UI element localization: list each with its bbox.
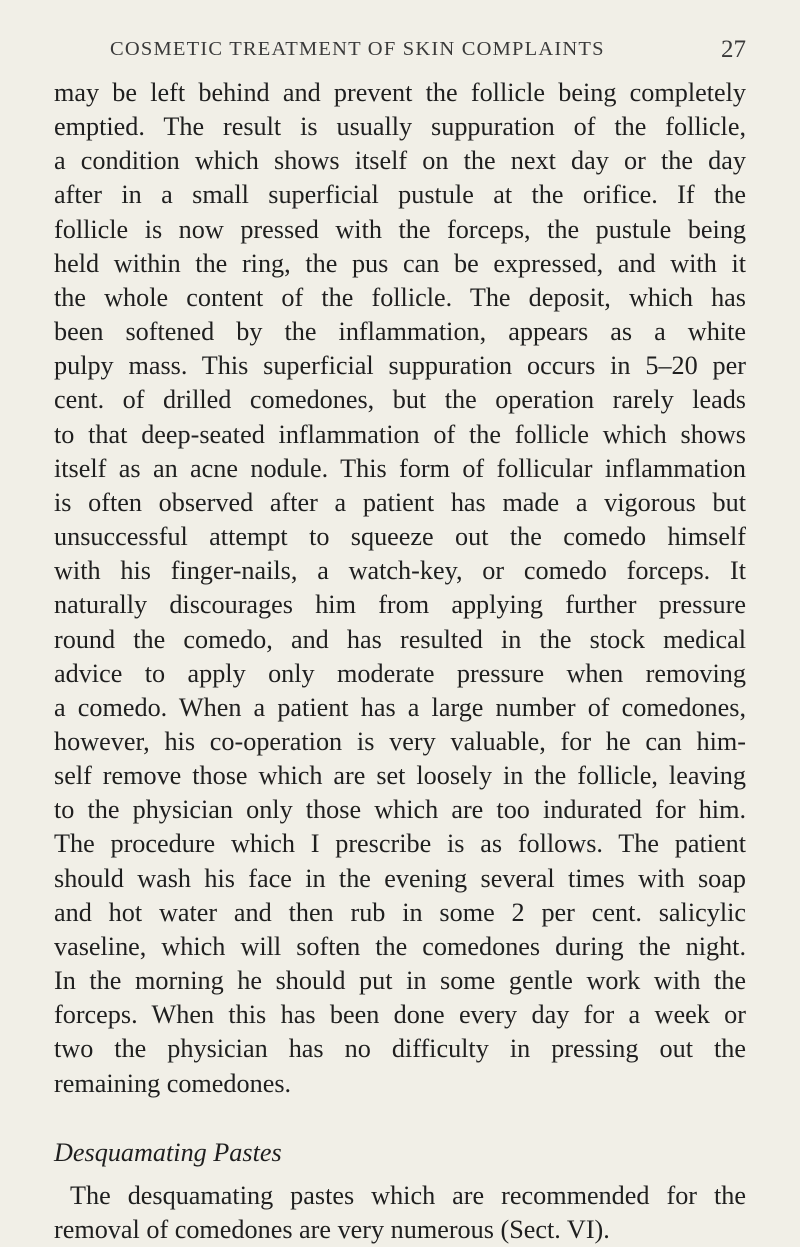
main-paragraph [54,76,746,1101]
text-line: and hot water and then rub in some 2 per cent. salicylic [54,897,746,927]
text-line: advice to apply only moderate pressure when removing [54,658,746,688]
section-paragraph [54,1179,746,1247]
running-head [54,38,746,76]
text-line: with his finger-nails, a watch-key, or comedo forceps. It [54,556,746,586]
text-line: to the physician only those which are too indurated for him. [54,795,746,825]
text-line: been softened by the inflammation, appears as a white [54,317,746,347]
text-line: In the morning he should put in some gentle work with the [54,966,746,996]
text-line: held within the ring, the pus can be expressed, and with it [54,248,746,278]
section-heading: Desquamating Pastes [54,1137,282,1167]
text-line: remaining comedones. [54,1068,292,1098]
text-line: unsuccessful attempt to squeeze out the comedo himself [54,522,746,552]
running-head-title: COSMETIC TREATMENT OF SKIN COMPLAINTS [110,38,605,60]
page-number: 27 [721,36,746,63]
text-line: vaseline, which will soften the comedones during the night. [54,931,746,961]
text-line: pulpy mass. This superficial suppuration occurs in 5–20 per [54,351,746,381]
text-line: The procedure which I prescribe is as follows. The patient [54,829,746,859]
text-line: cent. of drilled comedones, but the operation rarely leads [54,385,746,415]
text-line: two the physician has no difficulty in pressing out the [54,1034,746,1064]
text-line: follicle is now pressed with the forceps, the pustule being [54,214,746,244]
text-line: The desquamating pastes which are recommended for the [70,1180,746,1210]
text-line: however, his co-operation is very valuable, for he can him- [54,726,746,756]
text-line: self remove those which are set loosely in the follicle, leaving [54,761,746,791]
text-line: should wash his face in the evening several times with soap [54,863,746,893]
text-line: removal of comedones are very numerous (Sect. VI). [54,1214,610,1244]
text-line: forceps. When this has been done every day for a week or [54,1000,746,1030]
text-line: itself as an acne nodule. This form of follicular inflammation [54,453,746,483]
text-line: after in a small superficial pustule at the orifice. If the [54,180,746,210]
text-line: a condition which shows itself on the next day or the day [54,146,746,176]
text-line: a comedo. When a patient has a large number of comedones, [54,692,746,722]
text-line: may be left behind and prevent the follicle being completely [54,78,746,107]
text-line: naturally discourages him from applying further pressure [54,590,746,620]
text-line: is often observed after a patient has made a vigorous but [54,487,746,517]
text-line: emptied. The result is usually suppuration of the follicle, [54,112,746,142]
text-line: round the comedo, and has resulted in the stock medical [54,624,746,654]
text-line: to that deep-seated inflammation of the follicle which shows [54,419,746,449]
text-line: the whole content of the follicle. The deposit, which has [54,282,746,312]
